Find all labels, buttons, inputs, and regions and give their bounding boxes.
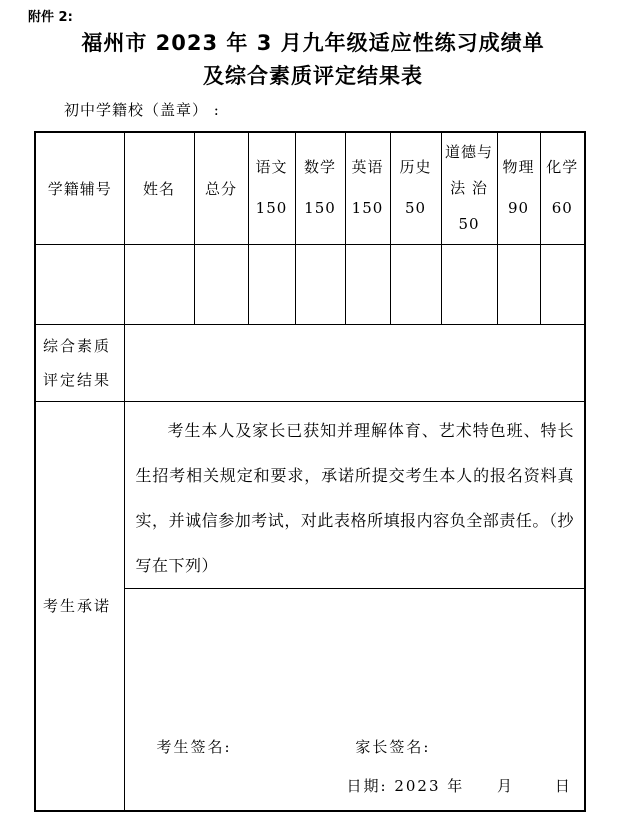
- column-header-chinese: [248, 132, 295, 244]
- score-cell-total[interactable]: [194, 244, 248, 324]
- scores-table: [34, 131, 586, 812]
- score-cell-math[interactable]: [295, 244, 345, 324]
- school-seal-label: 初中学籍校（盖章） :: [64, 101, 220, 119]
- column-header-max-score: 150: [351, 199, 384, 218]
- column-header-max-score: 90: [507, 199, 530, 218]
- column-header-label: 姓名: [142, 179, 175, 198]
- quality-result-cell[interactable]: [124, 324, 585, 401]
- column-header-label: 总分: [204, 179, 237, 198]
- column-header-english: [345, 132, 390, 244]
- date-prefix-label: 日期: 2023 年: [346, 777, 465, 795]
- page-title: [0, 27, 626, 93]
- column-header-total: [194, 132, 248, 244]
- score-cell-english[interactable]: [345, 244, 390, 324]
- attachment-label: 附件 2:: [28, 10, 73, 25]
- table-row: [35, 244, 585, 324]
- pledge-text-cell: [124, 401, 585, 588]
- column-header-student-id: [35, 132, 124, 244]
- column-header-max-score: 50: [458, 215, 480, 234]
- column-header-max-score: 150: [304, 199, 336, 218]
- pledge-text: 考生本人及家长已获知并理解体育、艺术特色班、特长生招考相关规定和要求，承诺所提交考生本人的报名资料真实，并诚信参加考试，对此表格所填报内容负全部责任。（抄写在下列）: [135, 420, 574, 575]
- score-cell-chinese[interactable]: [248, 244, 295, 324]
- pledge-row-label-text: 考生承诺: [43, 597, 112, 616]
- column-header-max-score: 150: [255, 199, 288, 218]
- date-day-label: 日: [554, 777, 572, 795]
- column-header-label: 法 治: [450, 179, 488, 198]
- pledge-copy-area[interactable]: [125, 618, 585, 738]
- score-cell-student-id[interactable]: [35, 244, 124, 324]
- score-cell-chemistry[interactable]: [540, 244, 585, 324]
- table-header-row: [35, 132, 585, 244]
- pledge-row: [35, 401, 585, 588]
- column-header-physics: [497, 132, 540, 244]
- score-cell-physics[interactable]: [497, 244, 540, 324]
- column-header-label: 学籍辅号: [47, 179, 112, 198]
- score-cell-history[interactable]: [390, 244, 441, 324]
- column-header-label: 道德与: [444, 143, 493, 162]
- column-header-label: 化学: [546, 158, 579, 177]
- quality-row-label: [35, 324, 124, 401]
- column-header-label: 数学: [303, 158, 336, 177]
- parent-signature-label: 家长签名:: [355, 738, 431, 756]
- score-cell-morality[interactable]: [441, 244, 497, 324]
- column-header-max-score: 60: [551, 199, 573, 218]
- quality-row-label-line1: 综合素质: [43, 336, 112, 355]
- quality-row-label-line2: 评定结果: [43, 370, 112, 389]
- column-header-label: 物理: [502, 158, 535, 177]
- column-header-label: 语文: [255, 158, 288, 177]
- page-title-line2: 及综合素质评定结果表: [203, 64, 423, 88]
- date-month-label: 月: [497, 777, 515, 795]
- column-header-max-score: 50: [404, 199, 427, 218]
- column-header-history: [390, 132, 441, 244]
- date-line: [347, 777, 585, 796]
- candidate-signature-label: 考生签名:: [156, 738, 232, 756]
- pledge-sign-cell: [124, 588, 585, 811]
- pledge-row-label: [35, 401, 124, 811]
- column-header-morality: [441, 132, 497, 244]
- page-title-line1: 福州市 2023 年 3 月九年级适应性练习成绩单: [81, 31, 545, 55]
- score-cell-name[interactable]: [124, 244, 194, 324]
- column-header-math: [295, 132, 345, 244]
- column-header-label: 历史: [399, 158, 432, 177]
- column-header-name: [124, 132, 194, 244]
- signature-line: [157, 738, 585, 757]
- quality-assessment-row: [35, 324, 585, 401]
- column-header-chemistry: [540, 132, 585, 244]
- column-header-label: 英语: [351, 158, 384, 177]
